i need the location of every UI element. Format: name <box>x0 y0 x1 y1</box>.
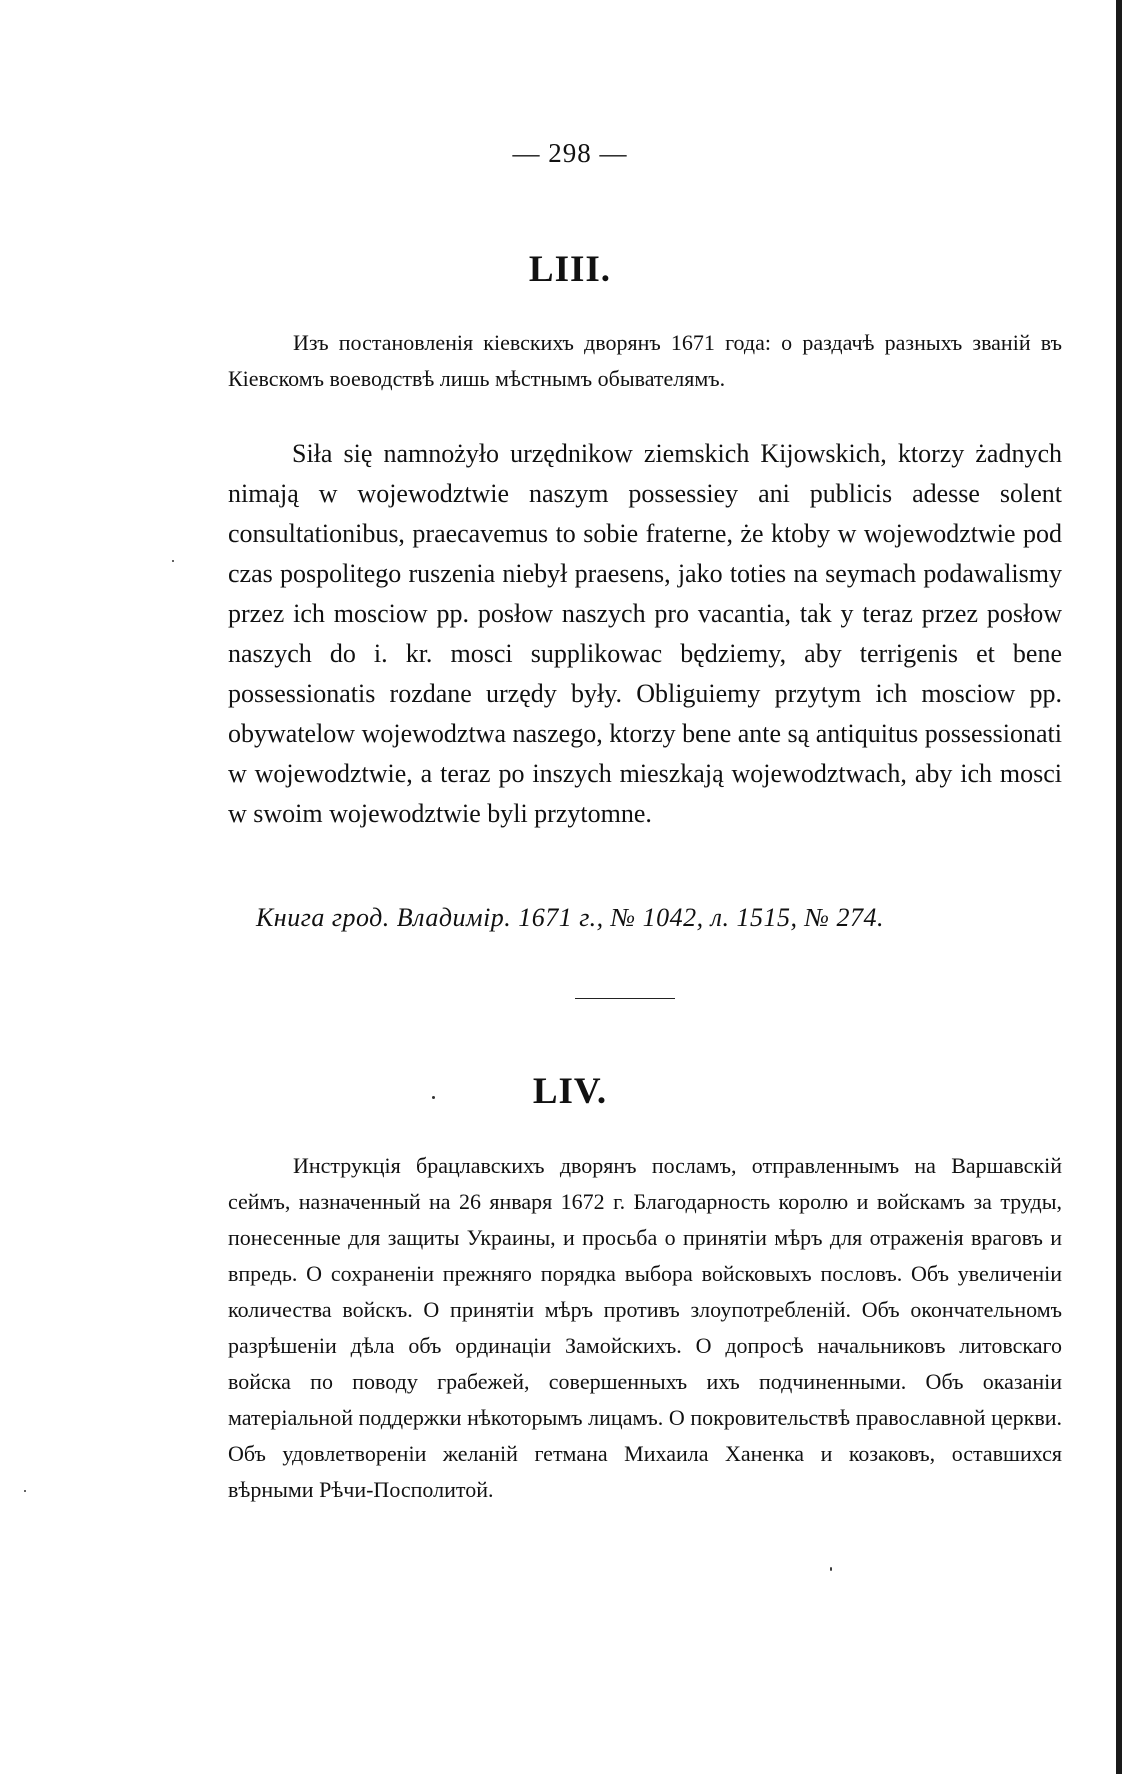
section-divider <box>575 998 675 999</box>
section-heading-liii: LIII. <box>528 249 612 290</box>
section-summary-liii: Изъ постановленія кіевскихъ дворянъ 1671 года: о раздачѣ разныхъ званій въ Кіевскомъ воеводствѣ лишь мѣстнымъ обывателямъ. <box>228 330 1062 391</box>
print-speck <box>432 1096 435 1099</box>
page-number: — 298 — <box>512 138 628 168</box>
print-speck <box>24 1490 26 1492</box>
document-body-text: Siła się namnożyło urzędnikow ziemskich Kijowskich, ktorzy żadnych nimają w wojewodztwie naszym possessiey ani publicis adesse solent consultationibus, praecavemus to sobie fraterne, że ktoby w wojewodztwie pod czas pospolitego ruszenia niebył praesens, jako toties na seymach podawalismy przez ich mosciow pp. posłow naszych pro vacantia, tak y teraz przez posłow naszych do i. kr. mosci supplikowac będziemy, aby terrigenis et bene possessionatis rozdane urzędy były. Obliguiemy przytym ich mosciow pp. obywatelow wojewodztwa naszego, ktorzy bene ante są antiquitus possessionati w wojewodztwie, a teraz po inszych mieszkają wojewodztwach, aby ich mosci w swoim wojewodztwie byli przytomne. <box>228 439 1062 828</box>
section-summary-liv: Инструкція брацлавскихъ дворянъ посламъ, отправленнымъ на Варшавскій сеймъ, назначенный на 26 января 1672 г. Благодарность королю и войскамъ за труды, понесенные для защиты Украины, и просьба о принятіи мѣръ для отраженія враговъ и впредь. О сохраненіи прежняго порядка выбора войсковыхъ пословъ. Объ увеличеніи количества войскъ. О принятіи мѣръ противъ злоупотребленій. Объ окончательномъ разрѣшеніи дѣла объ ординаціи Замойскихъ. О допросѣ начальниковъ литовскаго войска по поводу грабежей, совершенныхъ ихъ подчиненными. Объ оказаніи матеріальной поддержки нѣкоторымъ лицамъ. О покровительствѣ православной церкви. Объ удовлетвореніи желаній гетмана Михаила Ханенка и козаковъ, оставшихся вѣрными Рѣчи-Посполитой. <box>228 1153 1062 1502</box>
section-heading-liv: LIV. <box>532 1071 608 1112</box>
print-speck <box>172 560 174 562</box>
archival-citation: Книга грод. Владимір. 1671 г., № 1042, л. 1515, № 274. <box>256 903 884 932</box>
print-speck <box>830 1567 832 1571</box>
